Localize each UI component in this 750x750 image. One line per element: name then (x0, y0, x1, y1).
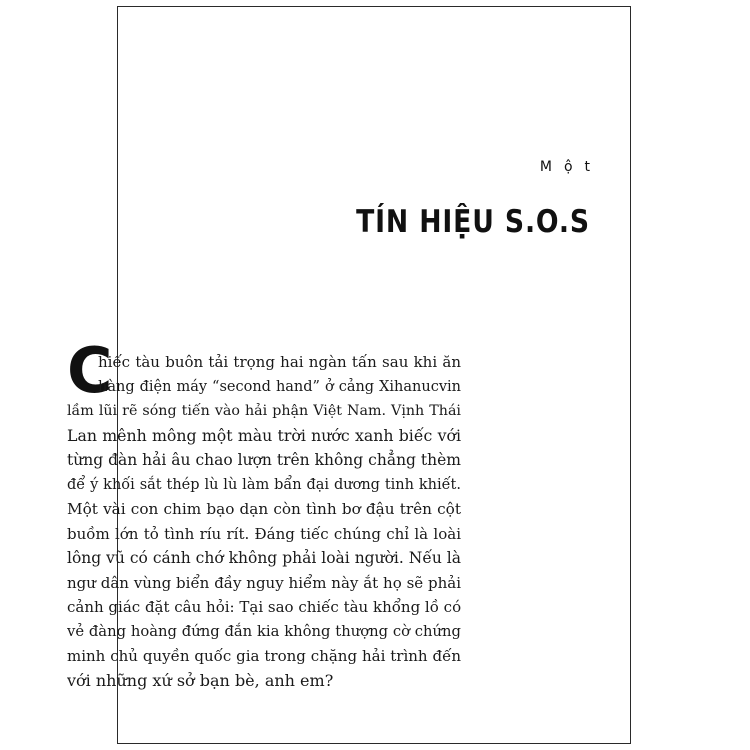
text-line: hàng điện máy “second hand” ở cảng Xihanucvin (98, 378, 461, 395)
text-line: từng đàn hải âu chao lượn trên không chẳng thèm (67, 451, 461, 469)
chapter-number-label: Một (539, 159, 602, 175)
text-line: minh chủ quyền quốc gia trong chặng hải trình đến (67, 647, 461, 665)
text-line: để ý khối sắt thép lù lù làm bẩn đại dương tinh khiết. (67, 476, 461, 493)
body-paragraph (67, 350, 461, 693)
drop-cap: C (67, 334, 113, 407)
text-line: lầm lũi rẽ sóng tiến vào hải phận Việt Nam. Vịnh Thái (67, 403, 461, 419)
text-line: cảnh giác đặt câu hỏi: Tại sao chiếc tàu khổng lồ có (67, 598, 461, 616)
text-line: lông vũ có cánh chớ không phải loài người. Nếu là (67, 549, 461, 567)
text-line: hiếc tàu buôn tải trọng hai ngàn tấn sau khi ăn (98, 353, 461, 371)
text-line: ngư dân vùng biển đầy nguy hiểm này ắt họ sẽ phải (67, 573, 461, 592)
text-line: buồm lớn tỏ tình ríu rít. Đáng tiếc chúng chỉ là loài (67, 524, 461, 543)
text-line: vẻ đàng hoàng đứng đắn kia không thượng cờ chứng (67, 622, 461, 640)
text-line: Một vài con chim bạo dạn còn tình bơ đậu trên cột (67, 500, 461, 518)
chapter-title: TÍN HIỆU S.O.S (356, 204, 590, 240)
text-line: với những xứ sở bạn bè, anh em? (67, 670, 334, 690)
text-line: Lan mênh mông một màu trời nước xanh biếc với (67, 425, 461, 445)
